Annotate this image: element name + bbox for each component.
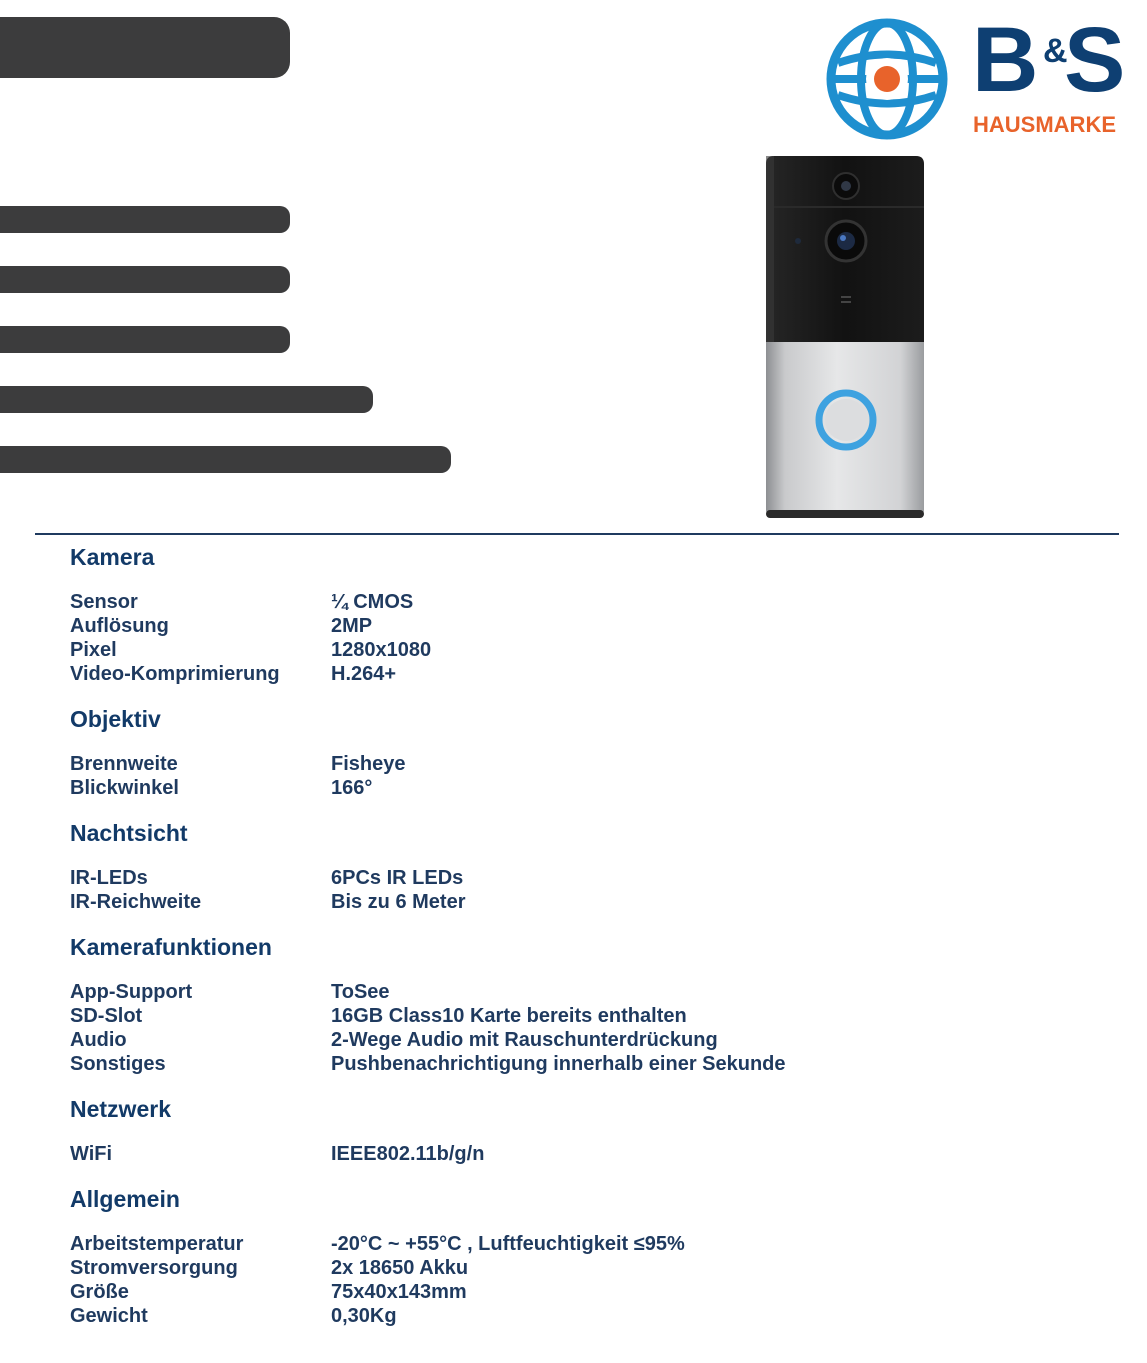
spec-row — [70, 776, 1070, 800]
redacted-line-2 — [0, 266, 290, 293]
logo-subtitle: HAUSMARKE — [973, 112, 1116, 137]
spec-row — [70, 890, 1070, 914]
spec-row — [70, 752, 1070, 776]
spec-value: -20°C ~ +55°C , Luftfeuchtigkeit ≤95% — [331, 1233, 685, 1255]
spec-row — [70, 590, 1070, 614]
spec-value: 1280x1080 — [331, 639, 432, 661]
spec-section-nachtsicht — [70, 818, 1070, 914]
spec-label: Audio — [70, 1029, 127, 1051]
spec-section-kamera — [70, 542, 1070, 686]
spec-label: Brennweite — [70, 753, 178, 775]
spec-label: Blickwinkel — [70, 777, 179, 799]
logo-ampersand: & — [1043, 32, 1068, 70]
spec-list — [70, 542, 1070, 1346]
spec-row — [70, 1232, 1070, 1256]
spec-row — [70, 662, 1070, 686]
spec-label: Auflösung — [70, 615, 169, 637]
redacted-line-3 — [0, 326, 290, 353]
spec-value: 6PCs IR LEDs — [331, 867, 464, 889]
spec-label: Stromversorgung — [70, 1257, 238, 1279]
spec-label: Größe — [70, 1281, 129, 1303]
spec-label: App-Support — [70, 981, 193, 1003]
spec-row — [70, 1280, 1070, 1304]
spec-value: ¼ CMOS — [331, 591, 414, 613]
spec-value: Pushbenachrichtigung innerhalb einer Sekunde — [331, 1053, 786, 1075]
spec-row — [70, 1028, 1070, 1052]
spec-value: ToSee — [331, 981, 390, 1003]
spec-value: IEEE802.11b/g/n — [331, 1143, 485, 1165]
section-title: Nachtsicht — [70, 820, 188, 846]
spec-label: Pixel — [70, 639, 117, 661]
spec-value: 2MP — [331, 615, 373, 637]
spec-label: IR-LEDs — [70, 867, 148, 889]
spec-row — [70, 638, 1070, 662]
spec-label: Sensor — [70, 591, 138, 613]
spec-section-objektiv — [70, 704, 1070, 800]
section-title: Objektiv — [70, 706, 161, 732]
section-title: Netzwerk — [70, 1096, 171, 1122]
redacted-title-bar — [0, 17, 290, 78]
spec-section-kamerafunktionen — [70, 932, 1070, 1076]
spec-row — [70, 980, 1070, 1004]
redacted-line-4 — [0, 386, 373, 413]
logo-letter-s: S — [1064, 9, 1124, 111]
spec-section-netzwerk — [70, 1094, 1070, 1166]
spec-row — [70, 1142, 1070, 1166]
spec-label: WiFi — [70, 1143, 113, 1165]
section-title: Allgemein — [70, 1186, 180, 1212]
spec-row — [70, 1304, 1070, 1328]
redacted-line-5 — [0, 446, 451, 473]
spec-section-allgemein — [70, 1184, 1070, 1328]
redacted-line-1 — [0, 206, 290, 233]
spec-label: IR-Reichweite — [70, 891, 202, 913]
spec-row — [70, 866, 1070, 890]
spec-value: 16GB Class10 Karte bereits enthalten — [331, 1005, 687, 1027]
spec-row — [70, 1256, 1070, 1280]
spec-value: 166° — [331, 777, 373, 799]
spec-value: H.264+ — [331, 663, 397, 685]
spec-label: Video-Komprimierung — [70, 663, 280, 685]
spec-value: 2x 18650 Akku — [331, 1257, 469, 1279]
doorbell-product-image — [760, 152, 928, 522]
spec-row — [70, 614, 1070, 638]
spec-value: Fisheye — [331, 753, 406, 775]
spec-row — [70, 1052, 1070, 1076]
globe-icon — [826, 18, 948, 140]
spec-label: Gewicht — [70, 1305, 148, 1327]
spec-value: 2-Wege Audio mit Rauschunterdrückung — [331, 1029, 718, 1051]
brand-logo — [826, 9, 1126, 140]
section-title: Kamera — [70, 544, 155, 570]
spec-label: Sonstiges — [70, 1053, 166, 1075]
logo-letter-b: B — [972, 9, 1037, 111]
spec-value: Bis zu 6 Meter — [331, 891, 466, 913]
section-divider — [35, 533, 1119, 535]
spec-value: 75x40x143mm — [331, 1281, 467, 1303]
spec-label: Arbeitstemperatur — [70, 1233, 244, 1255]
spec-row — [70, 1004, 1070, 1028]
section-title: Kamerafunktionen — [70, 934, 272, 960]
spec-label: SD-Slot — [70, 1005, 143, 1027]
spec-value: 0,30Kg — [331, 1305, 397, 1327]
